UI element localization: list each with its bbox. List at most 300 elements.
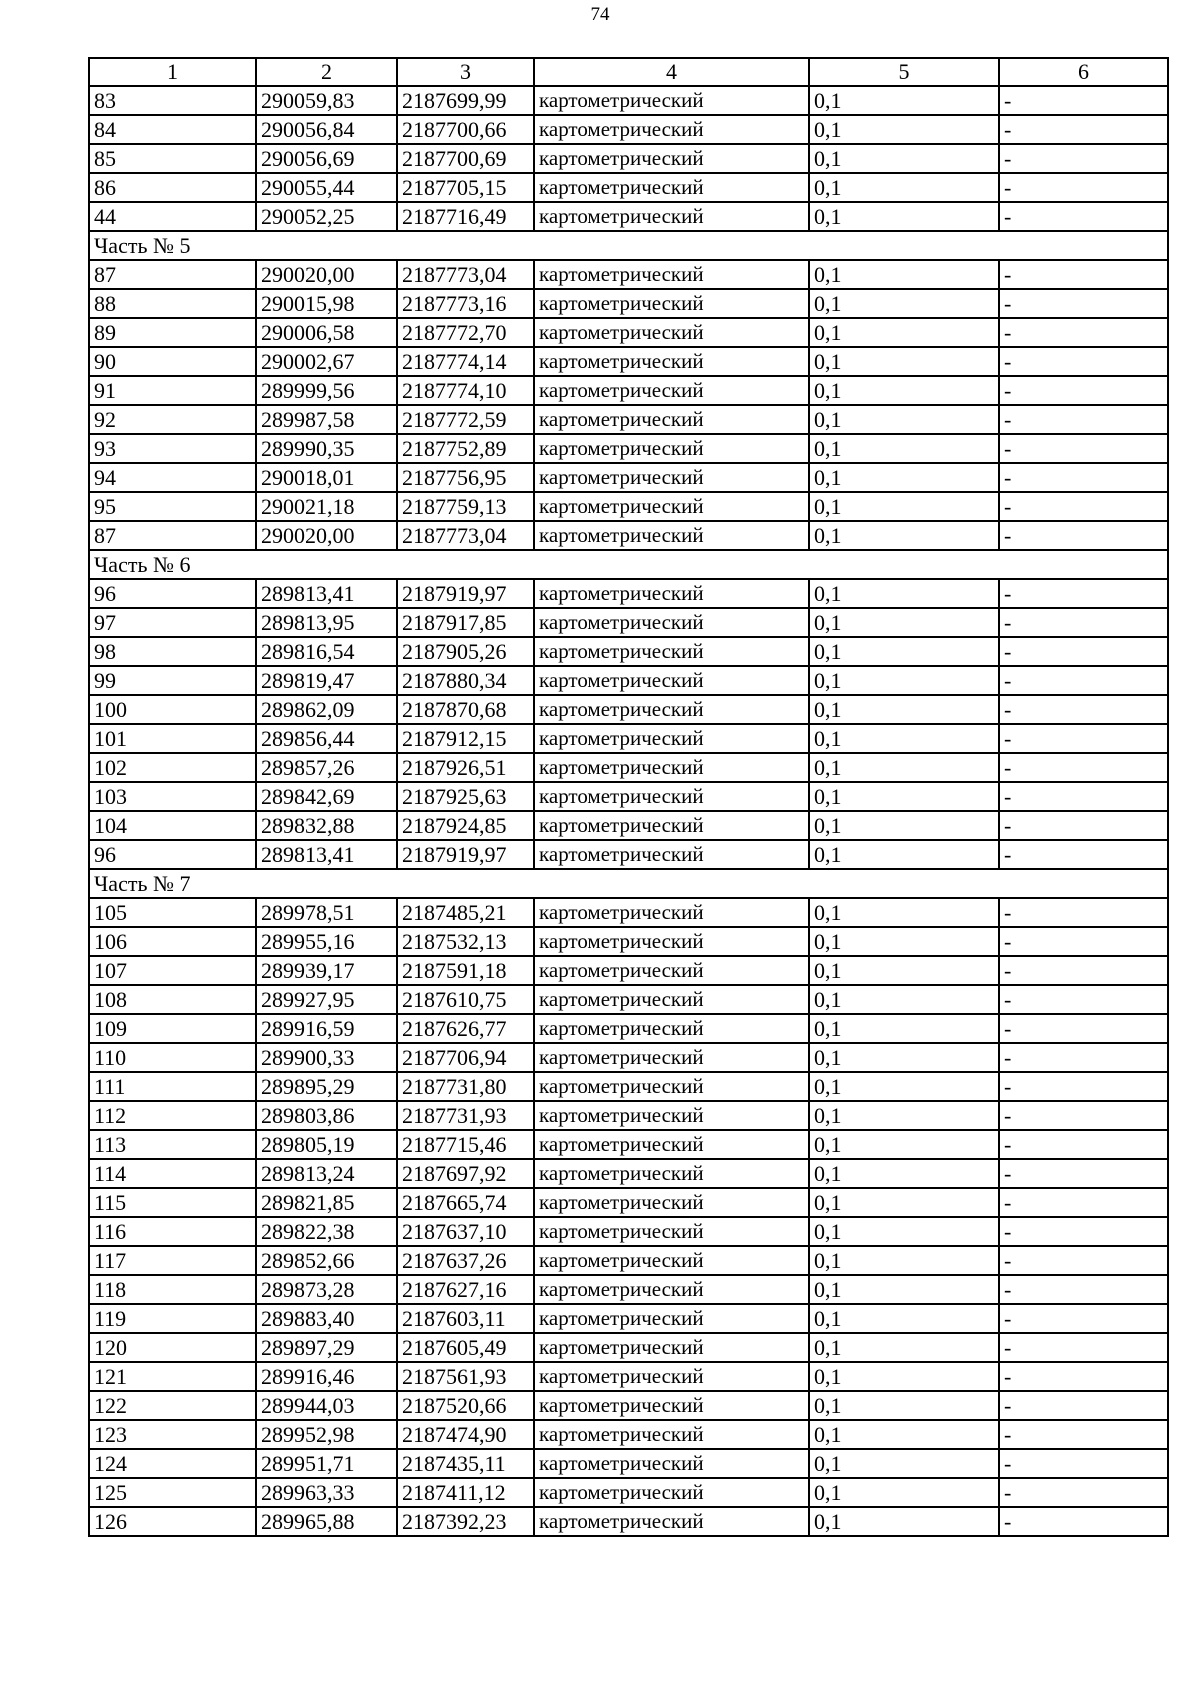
- method-cell: картометрический: [534, 985, 809, 1014]
- y-coordinate-cell: 2187637,10: [397, 1217, 534, 1246]
- table-row: [89, 1159, 1168, 1188]
- x-coordinate-cell: 289813,41: [256, 840, 397, 869]
- table-row: [89, 1507, 1168, 1536]
- table-row: [89, 434, 1168, 463]
- table-row: [89, 1333, 1168, 1362]
- y-coordinate-cell: 2187773,04: [397, 260, 534, 289]
- y-coordinate-cell: 2187759,13: [397, 492, 534, 521]
- point-number-cell: 123: [89, 1420, 256, 1449]
- accuracy-cell: 0,1: [809, 144, 999, 173]
- table-row: [89, 608, 1168, 637]
- point-number-cell: 126: [89, 1507, 256, 1536]
- note-cell: -: [999, 1043, 1168, 1072]
- point-number-cell: 102: [89, 753, 256, 782]
- x-coordinate-cell: 289819,47: [256, 666, 397, 695]
- table-row: [89, 695, 1168, 724]
- note-cell: -: [999, 86, 1168, 115]
- table-row: [89, 173, 1168, 202]
- method-cell: картометрический: [534, 579, 809, 608]
- method-cell: картометрический: [534, 840, 809, 869]
- method-cell: картометрический: [534, 666, 809, 695]
- y-coordinate-cell: 2187520,66: [397, 1391, 534, 1420]
- accuracy-cell: 0,1: [809, 579, 999, 608]
- x-coordinate-cell: 290059,83: [256, 86, 397, 115]
- point-number-cell: 83: [89, 86, 256, 115]
- note-cell: -: [999, 985, 1168, 1014]
- method-cell: картометрический: [534, 173, 809, 202]
- point-number-cell: 98: [89, 637, 256, 666]
- accuracy-cell: 0,1: [809, 86, 999, 115]
- note-cell: -: [999, 666, 1168, 695]
- y-coordinate-cell: 2187912,15: [397, 724, 534, 753]
- table-row: [89, 898, 1168, 927]
- point-number-cell: 85: [89, 144, 256, 173]
- x-coordinate-cell: 289963,33: [256, 1478, 397, 1507]
- table-row: [89, 86, 1168, 115]
- table-row: [89, 463, 1168, 492]
- point-number-cell: 107: [89, 956, 256, 985]
- coordinates-table: [88, 57, 1169, 1537]
- accuracy-cell: 0,1: [809, 753, 999, 782]
- x-coordinate-cell: 290018,01: [256, 463, 397, 492]
- note-cell: -: [999, 1014, 1168, 1043]
- method-cell: картометрический: [534, 1304, 809, 1333]
- method-cell: картометрический: [534, 1043, 809, 1072]
- note-cell: -: [999, 637, 1168, 666]
- y-coordinate-cell: 2187773,16: [397, 289, 534, 318]
- accuracy-cell: 0,1: [809, 115, 999, 144]
- y-coordinate-cell: 2187924,85: [397, 811, 534, 840]
- note-cell: -: [999, 608, 1168, 637]
- accuracy-cell: 0,1: [809, 1014, 999, 1043]
- point-number-cell: 88: [89, 289, 256, 318]
- table-row: [89, 1420, 1168, 1449]
- y-coordinate-cell: 2187774,10: [397, 376, 534, 405]
- point-number-cell: 115: [89, 1188, 256, 1217]
- method-cell: картометрический: [534, 956, 809, 985]
- y-coordinate-cell: 2187772,70: [397, 318, 534, 347]
- note-cell: -: [999, 1101, 1168, 1130]
- method-cell: картометрический: [534, 1101, 809, 1130]
- method-cell: картометрический: [534, 115, 809, 144]
- note-cell: -: [999, 1362, 1168, 1391]
- method-cell: картометрический: [534, 144, 809, 173]
- x-coordinate-cell: 289990,35: [256, 434, 397, 463]
- x-coordinate-cell: 289916,59: [256, 1014, 397, 1043]
- table-row: [89, 318, 1168, 347]
- accuracy-cell: 0,1: [809, 1449, 999, 1478]
- x-coordinate-cell: 289857,26: [256, 753, 397, 782]
- method-cell: картометрический: [534, 1246, 809, 1275]
- table-row: [89, 1478, 1168, 1507]
- method-cell: картометрический: [534, 289, 809, 318]
- note-cell: -: [999, 115, 1168, 144]
- method-cell: картометрический: [534, 695, 809, 724]
- method-cell: картометрический: [534, 405, 809, 434]
- table-row: [89, 1217, 1168, 1246]
- note-cell: -: [999, 260, 1168, 289]
- x-coordinate-cell: 289939,17: [256, 956, 397, 985]
- note-cell: -: [999, 1507, 1168, 1536]
- point-number-cell: 124: [89, 1449, 256, 1478]
- x-coordinate-cell: 289852,66: [256, 1246, 397, 1275]
- point-number-cell: 110: [89, 1043, 256, 1072]
- x-coordinate-cell: 289916,46: [256, 1362, 397, 1391]
- accuracy-cell: 0,1: [809, 898, 999, 927]
- x-coordinate-cell: 289803,86: [256, 1101, 397, 1130]
- method-cell: картометрический: [534, 1391, 809, 1420]
- method-cell: картометрический: [534, 782, 809, 811]
- note-cell: -: [999, 579, 1168, 608]
- method-cell: картометрический: [534, 1217, 809, 1246]
- note-cell: -: [999, 1391, 1168, 1420]
- accuracy-cell: 0,1: [809, 666, 999, 695]
- y-coordinate-cell: 2187756,95: [397, 463, 534, 492]
- accuracy-cell: 0,1: [809, 608, 999, 637]
- point-number-cell: 105: [89, 898, 256, 927]
- accuracy-cell: 0,1: [809, 376, 999, 405]
- y-coordinate-cell: 2187706,94: [397, 1043, 534, 1072]
- point-number-cell: 114: [89, 1159, 256, 1188]
- method-cell: картометрический: [534, 1333, 809, 1362]
- note-cell: -: [999, 811, 1168, 840]
- accuracy-cell: 0,1: [809, 1217, 999, 1246]
- point-number-cell: 121: [89, 1362, 256, 1391]
- x-coordinate-cell: 289816,54: [256, 637, 397, 666]
- y-coordinate-cell: 2187905,26: [397, 637, 534, 666]
- x-coordinate-cell: 289897,29: [256, 1333, 397, 1362]
- x-coordinate-cell: 289900,33: [256, 1043, 397, 1072]
- method-cell: картометрический: [534, 318, 809, 347]
- section-row: [89, 869, 1168, 898]
- x-coordinate-cell: 289856,44: [256, 724, 397, 753]
- method-cell: картометрический: [534, 376, 809, 405]
- y-coordinate-cell: 2187715,46: [397, 1130, 534, 1159]
- point-number-cell: 84: [89, 115, 256, 144]
- table-row: [89, 260, 1168, 289]
- y-coordinate-cell: 2187772,59: [397, 405, 534, 434]
- y-coordinate-cell: 2187731,93: [397, 1101, 534, 1130]
- note-cell: -: [999, 695, 1168, 724]
- accuracy-cell: 0,1: [809, 1101, 999, 1130]
- table-row: [89, 1130, 1168, 1159]
- accuracy-cell: 0,1: [809, 492, 999, 521]
- x-coordinate-cell: 289965,88: [256, 1507, 397, 1536]
- method-cell: картометрический: [534, 637, 809, 666]
- point-number-cell: 100: [89, 695, 256, 724]
- accuracy-cell: 0,1: [809, 695, 999, 724]
- method-cell: картометрический: [534, 202, 809, 231]
- method-cell: картометрический: [534, 347, 809, 376]
- method-cell: картометрический: [534, 492, 809, 521]
- x-coordinate-cell: 290015,98: [256, 289, 397, 318]
- note-cell: -: [999, 1275, 1168, 1304]
- method-cell: картометрический: [534, 260, 809, 289]
- table-header-row: [89, 58, 1168, 86]
- y-coordinate-cell: 2187605,49: [397, 1333, 534, 1362]
- y-coordinate-cell: 2187603,11: [397, 1304, 534, 1333]
- table-row: [89, 202, 1168, 231]
- note-cell: -: [999, 202, 1168, 231]
- column-header-4: 4: [534, 58, 809, 86]
- method-cell: картометрический: [534, 463, 809, 492]
- accuracy-cell: 0,1: [809, 202, 999, 231]
- y-coordinate-cell: 2187919,97: [397, 579, 534, 608]
- point-number-cell: 119: [89, 1304, 256, 1333]
- point-number-cell: 109: [89, 1014, 256, 1043]
- method-cell: картометрический: [534, 1478, 809, 1507]
- method-cell: картометрический: [534, 86, 809, 115]
- point-number-cell: 86: [89, 173, 256, 202]
- note-cell: -: [999, 1246, 1168, 1275]
- x-coordinate-cell: 289895,29: [256, 1072, 397, 1101]
- accuracy-cell: 0,1: [809, 1130, 999, 1159]
- point-number-cell: 99: [89, 666, 256, 695]
- method-cell: картометрический: [534, 753, 809, 782]
- point-number-cell: 125: [89, 1478, 256, 1507]
- y-coordinate-cell: 2187774,14: [397, 347, 534, 376]
- note-cell: -: [999, 405, 1168, 434]
- accuracy-cell: 0,1: [809, 1275, 999, 1304]
- method-cell: картометрический: [534, 608, 809, 637]
- y-coordinate-cell: 2187700,66: [397, 115, 534, 144]
- method-cell: картометрический: [534, 1159, 809, 1188]
- y-coordinate-cell: 2187925,63: [397, 782, 534, 811]
- x-coordinate-cell: 289978,51: [256, 898, 397, 927]
- point-number-cell: 89: [89, 318, 256, 347]
- point-number-cell: 118: [89, 1275, 256, 1304]
- x-coordinate-cell: 290056,84: [256, 115, 397, 144]
- accuracy-cell: 0,1: [809, 985, 999, 1014]
- method-cell: картометрический: [534, 1362, 809, 1391]
- section-label: Часть № 6: [89, 550, 1168, 579]
- accuracy-cell: 0,1: [809, 463, 999, 492]
- table-row: [89, 1362, 1168, 1391]
- method-cell: картометрический: [534, 1507, 809, 1536]
- note-cell: -: [999, 347, 1168, 376]
- method-cell: картометрический: [534, 1130, 809, 1159]
- x-coordinate-cell: 289821,85: [256, 1188, 397, 1217]
- table-row: [89, 782, 1168, 811]
- x-coordinate-cell: 289951,71: [256, 1449, 397, 1478]
- accuracy-cell: 0,1: [809, 1072, 999, 1101]
- accuracy-cell: 0,1: [809, 289, 999, 318]
- table-row: [89, 492, 1168, 521]
- note-cell: -: [999, 782, 1168, 811]
- y-coordinate-cell: 2187411,12: [397, 1478, 534, 1507]
- x-coordinate-cell: 290056,69: [256, 144, 397, 173]
- x-coordinate-cell: 289955,16: [256, 927, 397, 956]
- y-coordinate-cell: 2187532,13: [397, 927, 534, 956]
- accuracy-cell: 0,1: [809, 260, 999, 289]
- note-cell: -: [999, 318, 1168, 347]
- point-number-cell: 96: [89, 840, 256, 869]
- x-coordinate-cell: 289862,09: [256, 695, 397, 724]
- x-coordinate-cell: 290006,58: [256, 318, 397, 347]
- y-coordinate-cell: 2187561,93: [397, 1362, 534, 1391]
- table-row: [89, 1043, 1168, 1072]
- x-coordinate-cell: 290020,00: [256, 260, 397, 289]
- section-row: [89, 231, 1168, 260]
- x-coordinate-cell: 289987,58: [256, 405, 397, 434]
- accuracy-cell: 0,1: [809, 956, 999, 985]
- column-header-2: 2: [256, 58, 397, 86]
- table-row: [89, 376, 1168, 405]
- note-cell: -: [999, 463, 1168, 492]
- table-row: [89, 956, 1168, 985]
- y-coordinate-cell: 2187474,90: [397, 1420, 534, 1449]
- section-label: Часть № 7: [89, 869, 1168, 898]
- y-coordinate-cell: 2187610,75: [397, 985, 534, 1014]
- note-cell: -: [999, 724, 1168, 753]
- table-row: [89, 724, 1168, 753]
- point-number-cell: 97: [89, 608, 256, 637]
- x-coordinate-cell: 289842,69: [256, 782, 397, 811]
- point-number-cell: 92: [89, 405, 256, 434]
- x-coordinate-cell: 290055,44: [256, 173, 397, 202]
- point-number-cell: 108: [89, 985, 256, 1014]
- accuracy-cell: 0,1: [809, 1507, 999, 1536]
- x-coordinate-cell: 289805,19: [256, 1130, 397, 1159]
- column-header-3: 3: [397, 58, 534, 86]
- method-cell: картометрический: [534, 1014, 809, 1043]
- point-number-cell: 103: [89, 782, 256, 811]
- y-coordinate-cell: 2187870,68: [397, 695, 534, 724]
- point-number-cell: 87: [89, 521, 256, 550]
- method-cell: картометрический: [534, 434, 809, 463]
- section-row: [89, 550, 1168, 579]
- accuracy-cell: 0,1: [809, 1362, 999, 1391]
- table-row: [89, 1304, 1168, 1333]
- y-coordinate-cell: 2187716,49: [397, 202, 534, 231]
- note-cell: -: [999, 1304, 1168, 1333]
- note-cell: -: [999, 840, 1168, 869]
- accuracy-cell: 0,1: [809, 521, 999, 550]
- y-coordinate-cell: 2187627,16: [397, 1275, 534, 1304]
- y-coordinate-cell: 2187485,21: [397, 898, 534, 927]
- table-row: [89, 144, 1168, 173]
- table-row: [89, 405, 1168, 434]
- point-number-cell: 101: [89, 724, 256, 753]
- accuracy-cell: 0,1: [809, 840, 999, 869]
- column-header-1: 1: [89, 58, 256, 86]
- y-coordinate-cell: 2187637,26: [397, 1246, 534, 1275]
- accuracy-cell: 0,1: [809, 1043, 999, 1072]
- accuracy-cell: 0,1: [809, 1420, 999, 1449]
- note-cell: -: [999, 1333, 1168, 1362]
- note-cell: -: [999, 753, 1168, 782]
- accuracy-cell: 0,1: [809, 724, 999, 753]
- x-coordinate-cell: 289813,24: [256, 1159, 397, 1188]
- table-row: [89, 927, 1168, 956]
- point-number-cell: 120: [89, 1333, 256, 1362]
- accuracy-cell: 0,1: [809, 782, 999, 811]
- table-row: [89, 521, 1168, 550]
- table-row: [89, 1449, 1168, 1478]
- x-coordinate-cell: 289822,38: [256, 1217, 397, 1246]
- table-row: [89, 1391, 1168, 1420]
- table-row: [89, 115, 1168, 144]
- table-row: [89, 637, 1168, 666]
- accuracy-cell: 0,1: [809, 1304, 999, 1333]
- accuracy-cell: 0,1: [809, 347, 999, 376]
- table-row: [89, 1101, 1168, 1130]
- method-cell: картометрический: [534, 1188, 809, 1217]
- method-cell: картометрический: [534, 521, 809, 550]
- note-cell: -: [999, 1449, 1168, 1478]
- point-number-cell: 106: [89, 927, 256, 956]
- y-coordinate-cell: 2187917,85: [397, 608, 534, 637]
- x-coordinate-cell: 289813,95: [256, 608, 397, 637]
- x-coordinate-cell: 290021,18: [256, 492, 397, 521]
- x-coordinate-cell: 289873,28: [256, 1275, 397, 1304]
- point-number-cell: 96: [89, 579, 256, 608]
- y-coordinate-cell: 2187926,51: [397, 753, 534, 782]
- y-coordinate-cell: 2187731,80: [397, 1072, 534, 1101]
- note-cell: -: [999, 956, 1168, 985]
- y-coordinate-cell: 2187880,34: [397, 666, 534, 695]
- table-row: [89, 1014, 1168, 1043]
- note-cell: -: [999, 1217, 1168, 1246]
- table-row: [89, 753, 1168, 782]
- note-cell: -: [999, 1159, 1168, 1188]
- point-number-cell: 95: [89, 492, 256, 521]
- method-cell: картометрический: [534, 927, 809, 956]
- y-coordinate-cell: 2187752,89: [397, 434, 534, 463]
- point-number-cell: 94: [89, 463, 256, 492]
- y-coordinate-cell: 2187392,23: [397, 1507, 534, 1536]
- note-cell: -: [999, 492, 1168, 521]
- accuracy-cell: 0,1: [809, 637, 999, 666]
- table-row: [89, 1246, 1168, 1275]
- point-number-cell: 117: [89, 1246, 256, 1275]
- method-cell: картометрический: [534, 811, 809, 840]
- x-coordinate-cell: 289999,56: [256, 376, 397, 405]
- accuracy-cell: 0,1: [809, 434, 999, 463]
- note-cell: -: [999, 173, 1168, 202]
- accuracy-cell: 0,1: [809, 1159, 999, 1188]
- y-coordinate-cell: 2187591,18: [397, 956, 534, 985]
- point-number-cell: 44: [89, 202, 256, 231]
- note-cell: -: [999, 1130, 1168, 1159]
- x-coordinate-cell: 290052,25: [256, 202, 397, 231]
- table-row: [89, 985, 1168, 1014]
- table-row: [89, 666, 1168, 695]
- table-row: [89, 1188, 1168, 1217]
- accuracy-cell: 0,1: [809, 811, 999, 840]
- section-label: Часть № 5: [89, 231, 1168, 260]
- point-number-cell: 111: [89, 1072, 256, 1101]
- point-number-cell: 90: [89, 347, 256, 376]
- y-coordinate-cell: 2187705,15: [397, 173, 534, 202]
- x-coordinate-cell: 289813,41: [256, 579, 397, 608]
- table-row: [89, 1072, 1168, 1101]
- column-header-6: 6: [999, 58, 1168, 86]
- y-coordinate-cell: 2187665,74: [397, 1188, 534, 1217]
- accuracy-cell: 0,1: [809, 1333, 999, 1362]
- point-number-cell: 87: [89, 260, 256, 289]
- note-cell: -: [999, 144, 1168, 173]
- note-cell: -: [999, 927, 1168, 956]
- table-body: [89, 86, 1168, 1536]
- page-number: 74: [590, 4, 610, 25]
- note-cell: -: [999, 1188, 1168, 1217]
- method-cell: картометрический: [534, 724, 809, 753]
- table-row: [89, 1275, 1168, 1304]
- x-coordinate-cell: 289883,40: [256, 1304, 397, 1333]
- x-coordinate-cell: 290002,67: [256, 347, 397, 376]
- accuracy-cell: 0,1: [809, 318, 999, 347]
